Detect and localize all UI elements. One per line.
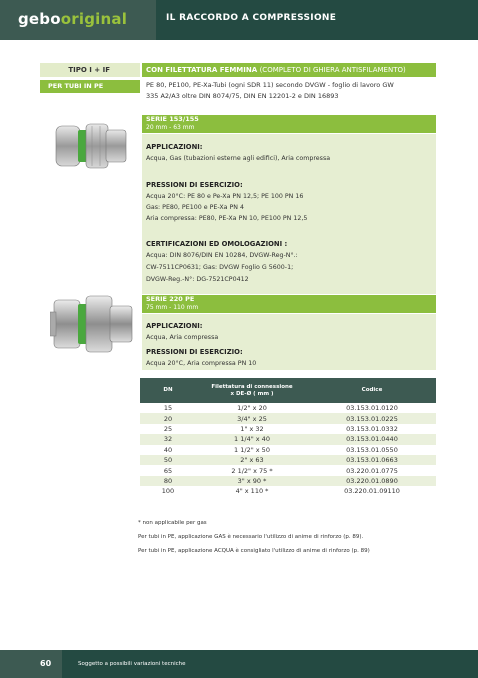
pressure-line: Acqua 20°C: PE 80 e Pe-Xa PN 12,5; PE 100 PN 16 [146,193,304,200]
cell-filettatura: 3/4" x 25 [196,413,308,423]
pressure-line: Aria compressa: PE80, PE-Xa PN 10, PE100 PN 12,5 [146,215,308,222]
note-gas-reinforcement: Per tubi in PE, applicazione GAS è necessario l'utilizzo di anime di rinforzo (p. 89). [138,534,364,540]
cell-codice: 03.153.01.0332 [346,424,398,433]
cell-filettatura: 1" x 32 [240,424,264,433]
pressure-line: Gas: PE80, PE100 e PE-Xa PN 4 [146,204,245,211]
serie-range: 75 mm - 110 mm [146,304,199,311]
cell-codice: 03.153.01.0550 [346,445,398,454]
cell-filettatura: 1 1/4" x 40 [196,434,308,444]
cell-filettatura: 3" x 90 * [196,476,308,486]
certification-line: Acqua: DIN 8076/DIN EN 10284, DVGW-Reg-N°.: [146,252,298,259]
cell-codice: 03.220.01.0775 [346,466,398,475]
table-row [140,424,436,434]
cell-codice: 03.153.01.0120 [346,404,398,413]
table-row [140,413,436,423]
cell-dn: 15 [163,404,173,413]
serie-name: SERIE 153/155 [146,115,199,123]
cell-codice: 03.153.01.0440 [308,434,436,444]
fitting-220-image [50,292,136,356]
serie-range: 20 mm - 63 mm [146,124,195,131]
table-row [140,403,436,413]
col-codice: Codice [308,378,436,403]
pe-desc-line: 335 A2/A3 oltre DIN 8074/75, DIN EN 12201-2 e DIN 16893 [146,91,339,100]
applications-title: APPLICAZIONI: [146,322,203,330]
applications-text: Acqua, Aria compressa [146,334,219,341]
serie-153-header [142,115,436,133]
col-dn: DN [140,378,196,403]
section-title-note: (COMPLETO DI GHIERA ANTISFILAMENTO) [259,66,406,74]
fitting-153-image [50,116,132,180]
cell-filettatura: 2 1/2" x 75 * [231,466,273,475]
footer-page-block [0,650,62,678]
cell-filettatura: 1 1/2" x 50 [234,445,270,454]
tipo-label: TIPO I + IF [40,63,140,77]
table-row [140,455,436,465]
cell-filettatura: 2" x 63 [196,455,308,465]
cell-dn: 50 [140,455,196,465]
section-title [142,63,436,77]
pe-description [146,80,446,101]
table-row [140,434,436,444]
cell-dn: 25 [163,424,173,433]
certification-line: DVGW-Reg.-N°: DG-7521CP0412 [146,276,249,283]
cell-codice: 03.220.01.09110 [344,487,400,496]
certifications-title: CERTIFICAZIONI ED OMOLOGAZIONI : [146,240,288,248]
page-header-title: IL RACCORDO A COMPRESSIONE [166,13,337,23]
cell-codice: 03.153.01.0663 [308,455,436,465]
cell-dn: 40 [163,445,173,454]
table-body [140,403,436,497]
logo-main-text: gebo [18,10,61,28]
serie-name: SERIE 220 PE [146,295,195,303]
logo-accent-text: original [60,10,128,28]
cell-codice: 03.153.01.0225 [308,413,436,423]
certification-line: CW-7511CP0631; Gas: DVGW Foglio G 5600-1; [146,264,294,271]
col-filettatura-line2: x DE-Ø ( mm ) [230,390,274,397]
pressure-line: Acqua 20°C, Aria compressa PN 10 [146,360,257,367]
cell-dn: 100 [161,487,175,496]
table-row [140,476,436,486]
cell-dn: 65 [163,466,173,475]
cell-dn: 32 [140,434,196,444]
section-title-bold: CON FILETTATURA FEMMINA [146,66,258,74]
serie-220-header [142,295,436,313]
cell-codice: 03.220.01.0890 [308,476,436,486]
table-row [140,465,436,475]
cell-filettatura: 1/2" x 20 [237,404,267,413]
pressures-title: PRESSIONI DI ESERCIZIO: [146,348,243,356]
pe-label: PER TUBI IN PE [40,80,140,93]
note-water-reinforcement: Per tubi in PE, applicazione ACQUA è consigliato l'utilizzo di anime di rinforzo (p. 89) [138,548,370,554]
cell-dn: 80 [140,476,196,486]
applications-title: APPLICAZIONI: [146,143,203,151]
table-row [140,486,436,496]
brand-logo [18,10,127,28]
pe-desc-line: PE 80, PE100, PE-Xa-Tubi (ogni SDR 11) secondo DVGW - foglio di lavoro GW [146,81,394,89]
cell-dn: 20 [140,413,196,423]
applications-text: Acqua, Gas (tubazioni esterne agli edifici), Aria compressa [146,155,331,162]
product-table [140,378,436,497]
cell-filettatura: 4" x 110 * [235,487,269,496]
page-number: 60 [40,659,52,668]
col-filettatura [196,378,308,403]
col-filettatura-line1: Filettatura di connessione [211,383,293,390]
note-gas: * non applicabile per gas [138,520,207,526]
pressures-title: PRESSIONI DI ESERCIZIO: [146,181,243,189]
footer-text: Soggetto a possibili variazioni tecniche [78,661,186,667]
table-row [140,445,436,455]
